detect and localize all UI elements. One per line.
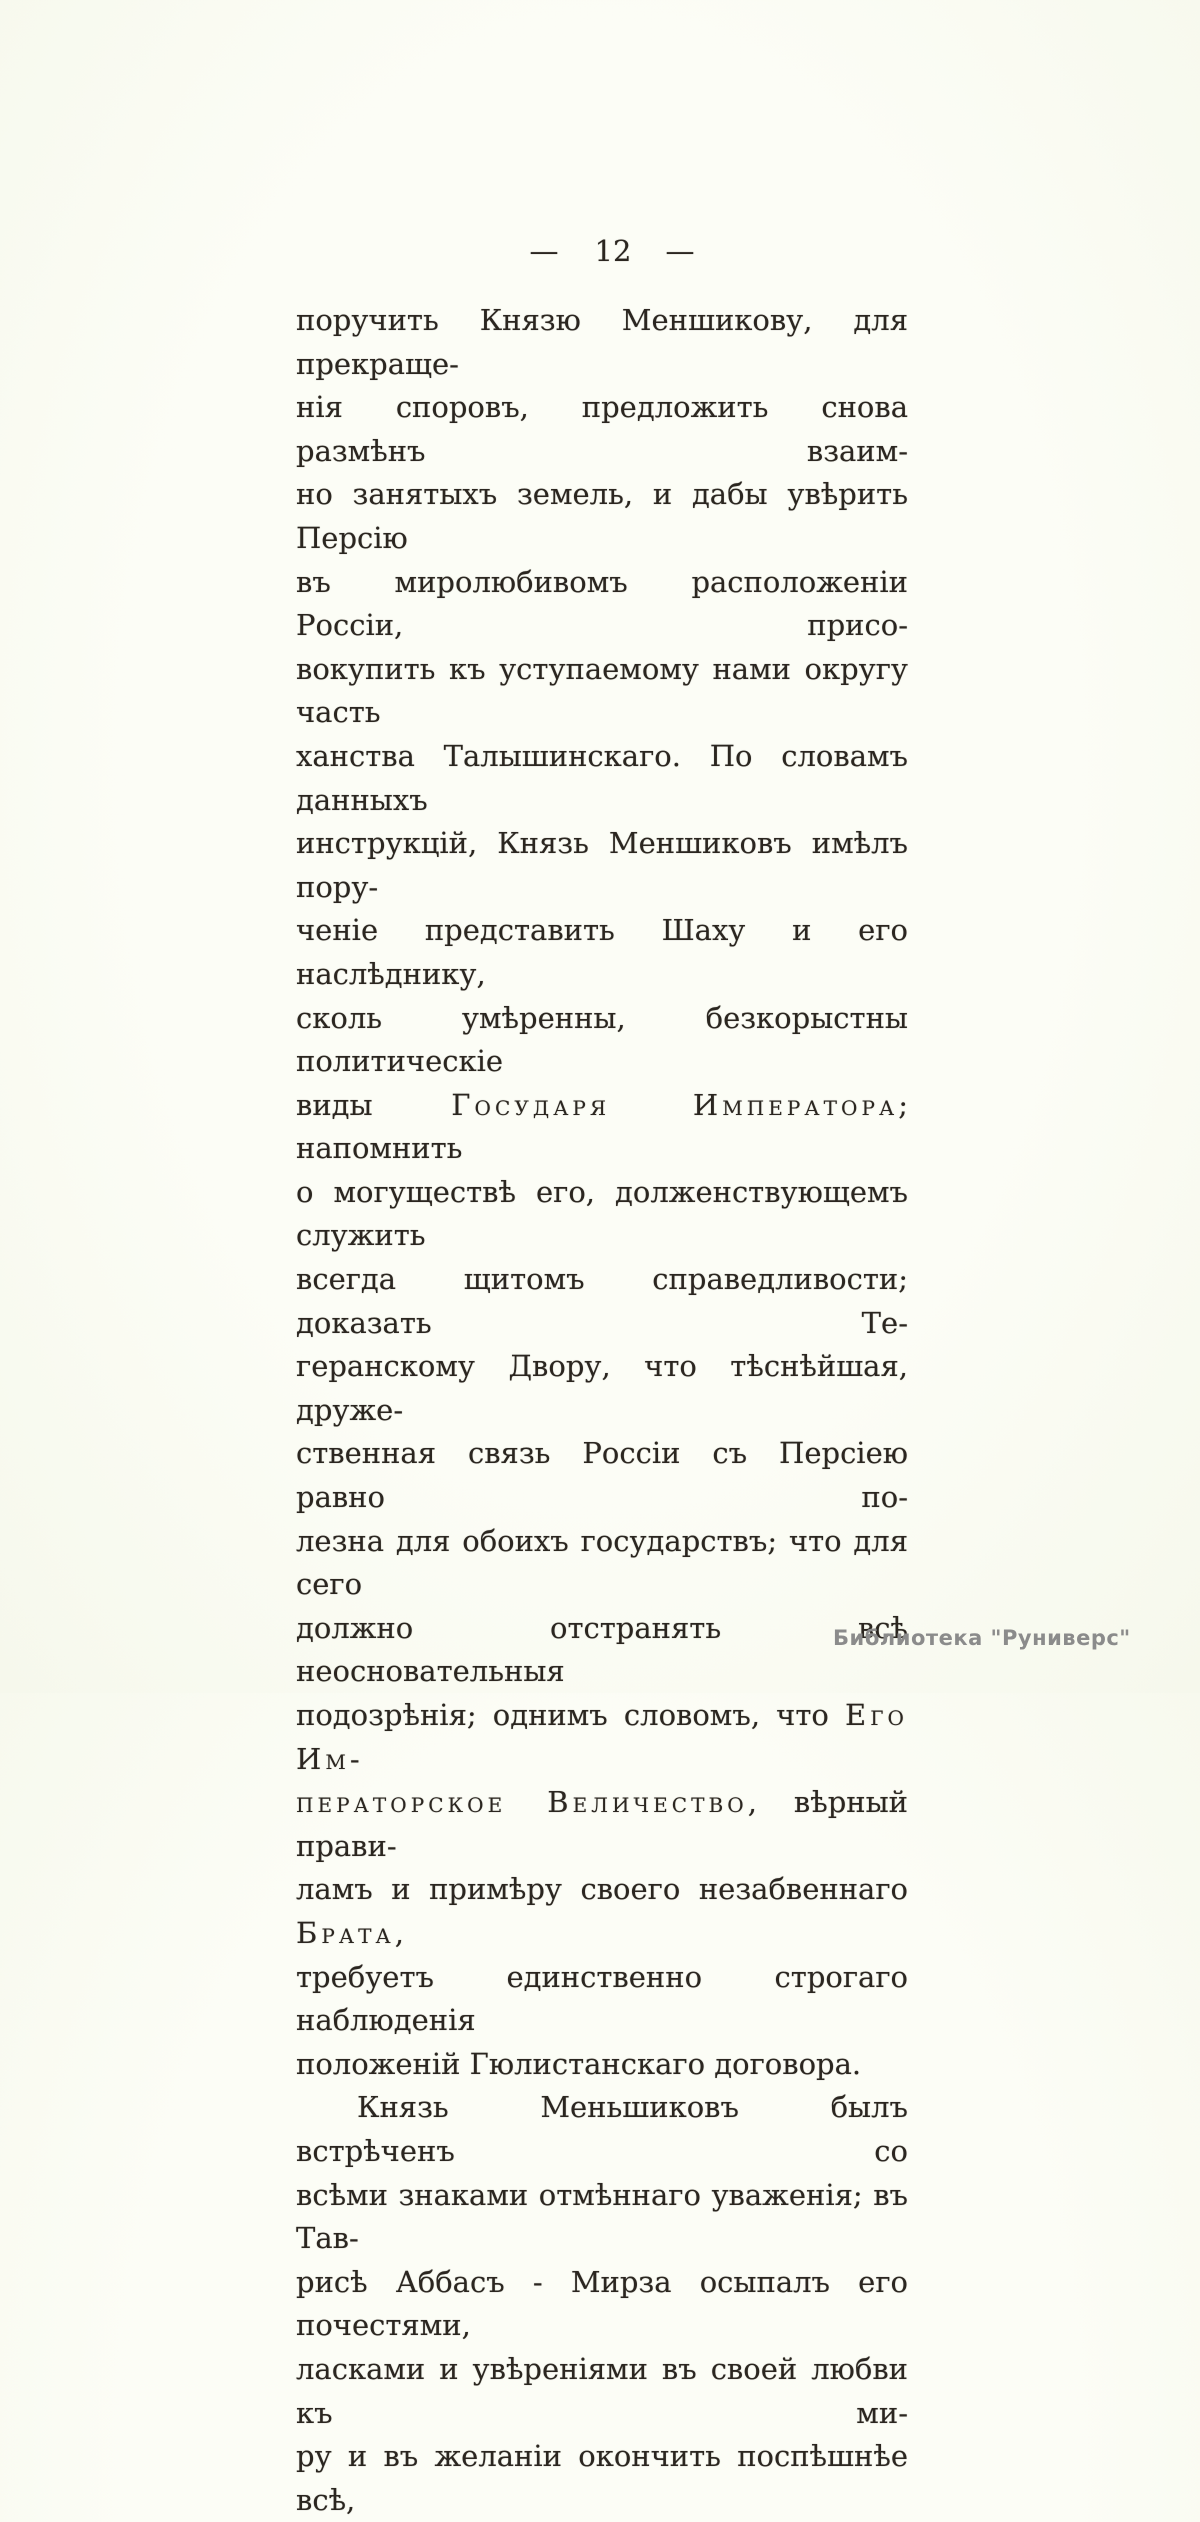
text-segment: виды (296, 1087, 452, 1122)
text-segment: ственная связь Россіи съ Персіею равно по- (296, 1436, 908, 1515)
text-segment: Князь Меньшиковъ былъ встрѣченъ со (296, 2090, 908, 2168)
text-segment: должно отстранять всѣ неосновательныя (296, 1610, 908, 1689)
text-segment: всѣми знаками отмѣннаго уваженія; въ Тав- (296, 2177, 908, 2256)
text-segment: поручить Князю Меншикову, для прекраще- (296, 303, 908, 381)
text-line (296, 1520, 908, 1607)
text-line (296, 2174, 908, 2261)
text-segment: ханства Талышинскаго. По словамъ данныхъ (296, 738, 908, 817)
text-line (296, 2261, 908, 2348)
text-line (296, 997, 908, 1084)
text-line (296, 1258, 908, 1345)
text-line (296, 2435, 908, 2522)
small-caps-text: Брата (296, 1915, 395, 1950)
text-line (296, 2348, 908, 2435)
small-caps-text: ператорское Величество (296, 1785, 748, 1820)
text-line (296, 648, 908, 735)
text-segment: о могуществѣ его, долженствующемъ служить (296, 1174, 908, 1253)
body-text (296, 299, 908, 2522)
text-segment: , вѣрный прави- (296, 1785, 908, 1863)
text-segment: рисѣ Аббасъ - Мирза осыпалъ его почестями, (296, 2264, 908, 2343)
text-line (296, 1781, 908, 1868)
text-segment: ласками и увѣреніями въ своей любви къ ми- (296, 2351, 908, 2430)
text-line (296, 561, 908, 648)
small-caps-text: Его Им- (296, 1698, 908, 1776)
text-segment: подозрѣнія; однимъ словомъ, что (296, 1698, 845, 1732)
small-caps-text: Государя Императора (451, 1087, 899, 1122)
text-segment: нія споровъ, предложить снова размѣнъ взаим- (296, 390, 908, 468)
text-line (296, 735, 908, 822)
text-segment: положеній Гюлистанскаго договора. (296, 2046, 862, 2081)
text-segment: , (394, 1915, 404, 1950)
text-line (296, 909, 908, 996)
page-header (13, 234, 1200, 268)
text-segment: ру и въ желаніи окончить поспѣшнѣе всѣ, (296, 2439, 908, 2517)
text-line (296, 2043, 908, 2087)
text-line (296, 1345, 908, 1432)
text-segment: всегда щитомъ справедливости; доказать Те- (296, 1262, 908, 1340)
text-line (296, 1432, 908, 1519)
text-segment: ; напомнить (296, 1087, 909, 1166)
text-segment: инструкцій, Князь Меншиковъ имѣлъ пору- (296, 826, 908, 904)
text-segment: ламъ и примѣру своего незабвеннаго (296, 1872, 908, 1907)
library-watermark: Библиотека "Руниверс" (833, 1626, 1131, 1650)
text-line (296, 473, 908, 560)
text-line (296, 299, 908, 386)
text-segment: вокупить къ уступаемому нами округу часть (296, 651, 908, 730)
text-line (296, 1084, 908, 1171)
text-segment: въ миролюбивомъ расположеніи Россіи, присо- (296, 564, 908, 643)
text-line (296, 822, 908, 909)
text-line (296, 2086, 908, 2173)
text-segment: ченіе представить Шаху и его наслѣднику, (296, 913, 908, 991)
text-segment: но занятыхъ земель, и дабы увѣрить Персію (296, 477, 908, 555)
text-segment: сколь умѣренны, безкорыстны политическіе (296, 1000, 908, 1079)
text-line (296, 1171, 908, 1258)
header-dash-right: — (665, 234, 697, 268)
text-line (296, 386, 908, 473)
text-segment: требуетъ единственно строгаго наблюденія (296, 1959, 908, 2038)
text-segment: лезна для обоихъ государствъ; что для сего (296, 1523, 908, 1602)
page-number: 12 (594, 234, 632, 268)
header-dash-left: — (529, 234, 561, 268)
text-segment: геранскому Двору, что тѣснѣйшая, друже- (296, 1349, 908, 1427)
text-line (296, 1868, 908, 1955)
text-line (296, 1694, 908, 1781)
text-line (296, 1607, 908, 1694)
text-line (296, 1956, 908, 2043)
